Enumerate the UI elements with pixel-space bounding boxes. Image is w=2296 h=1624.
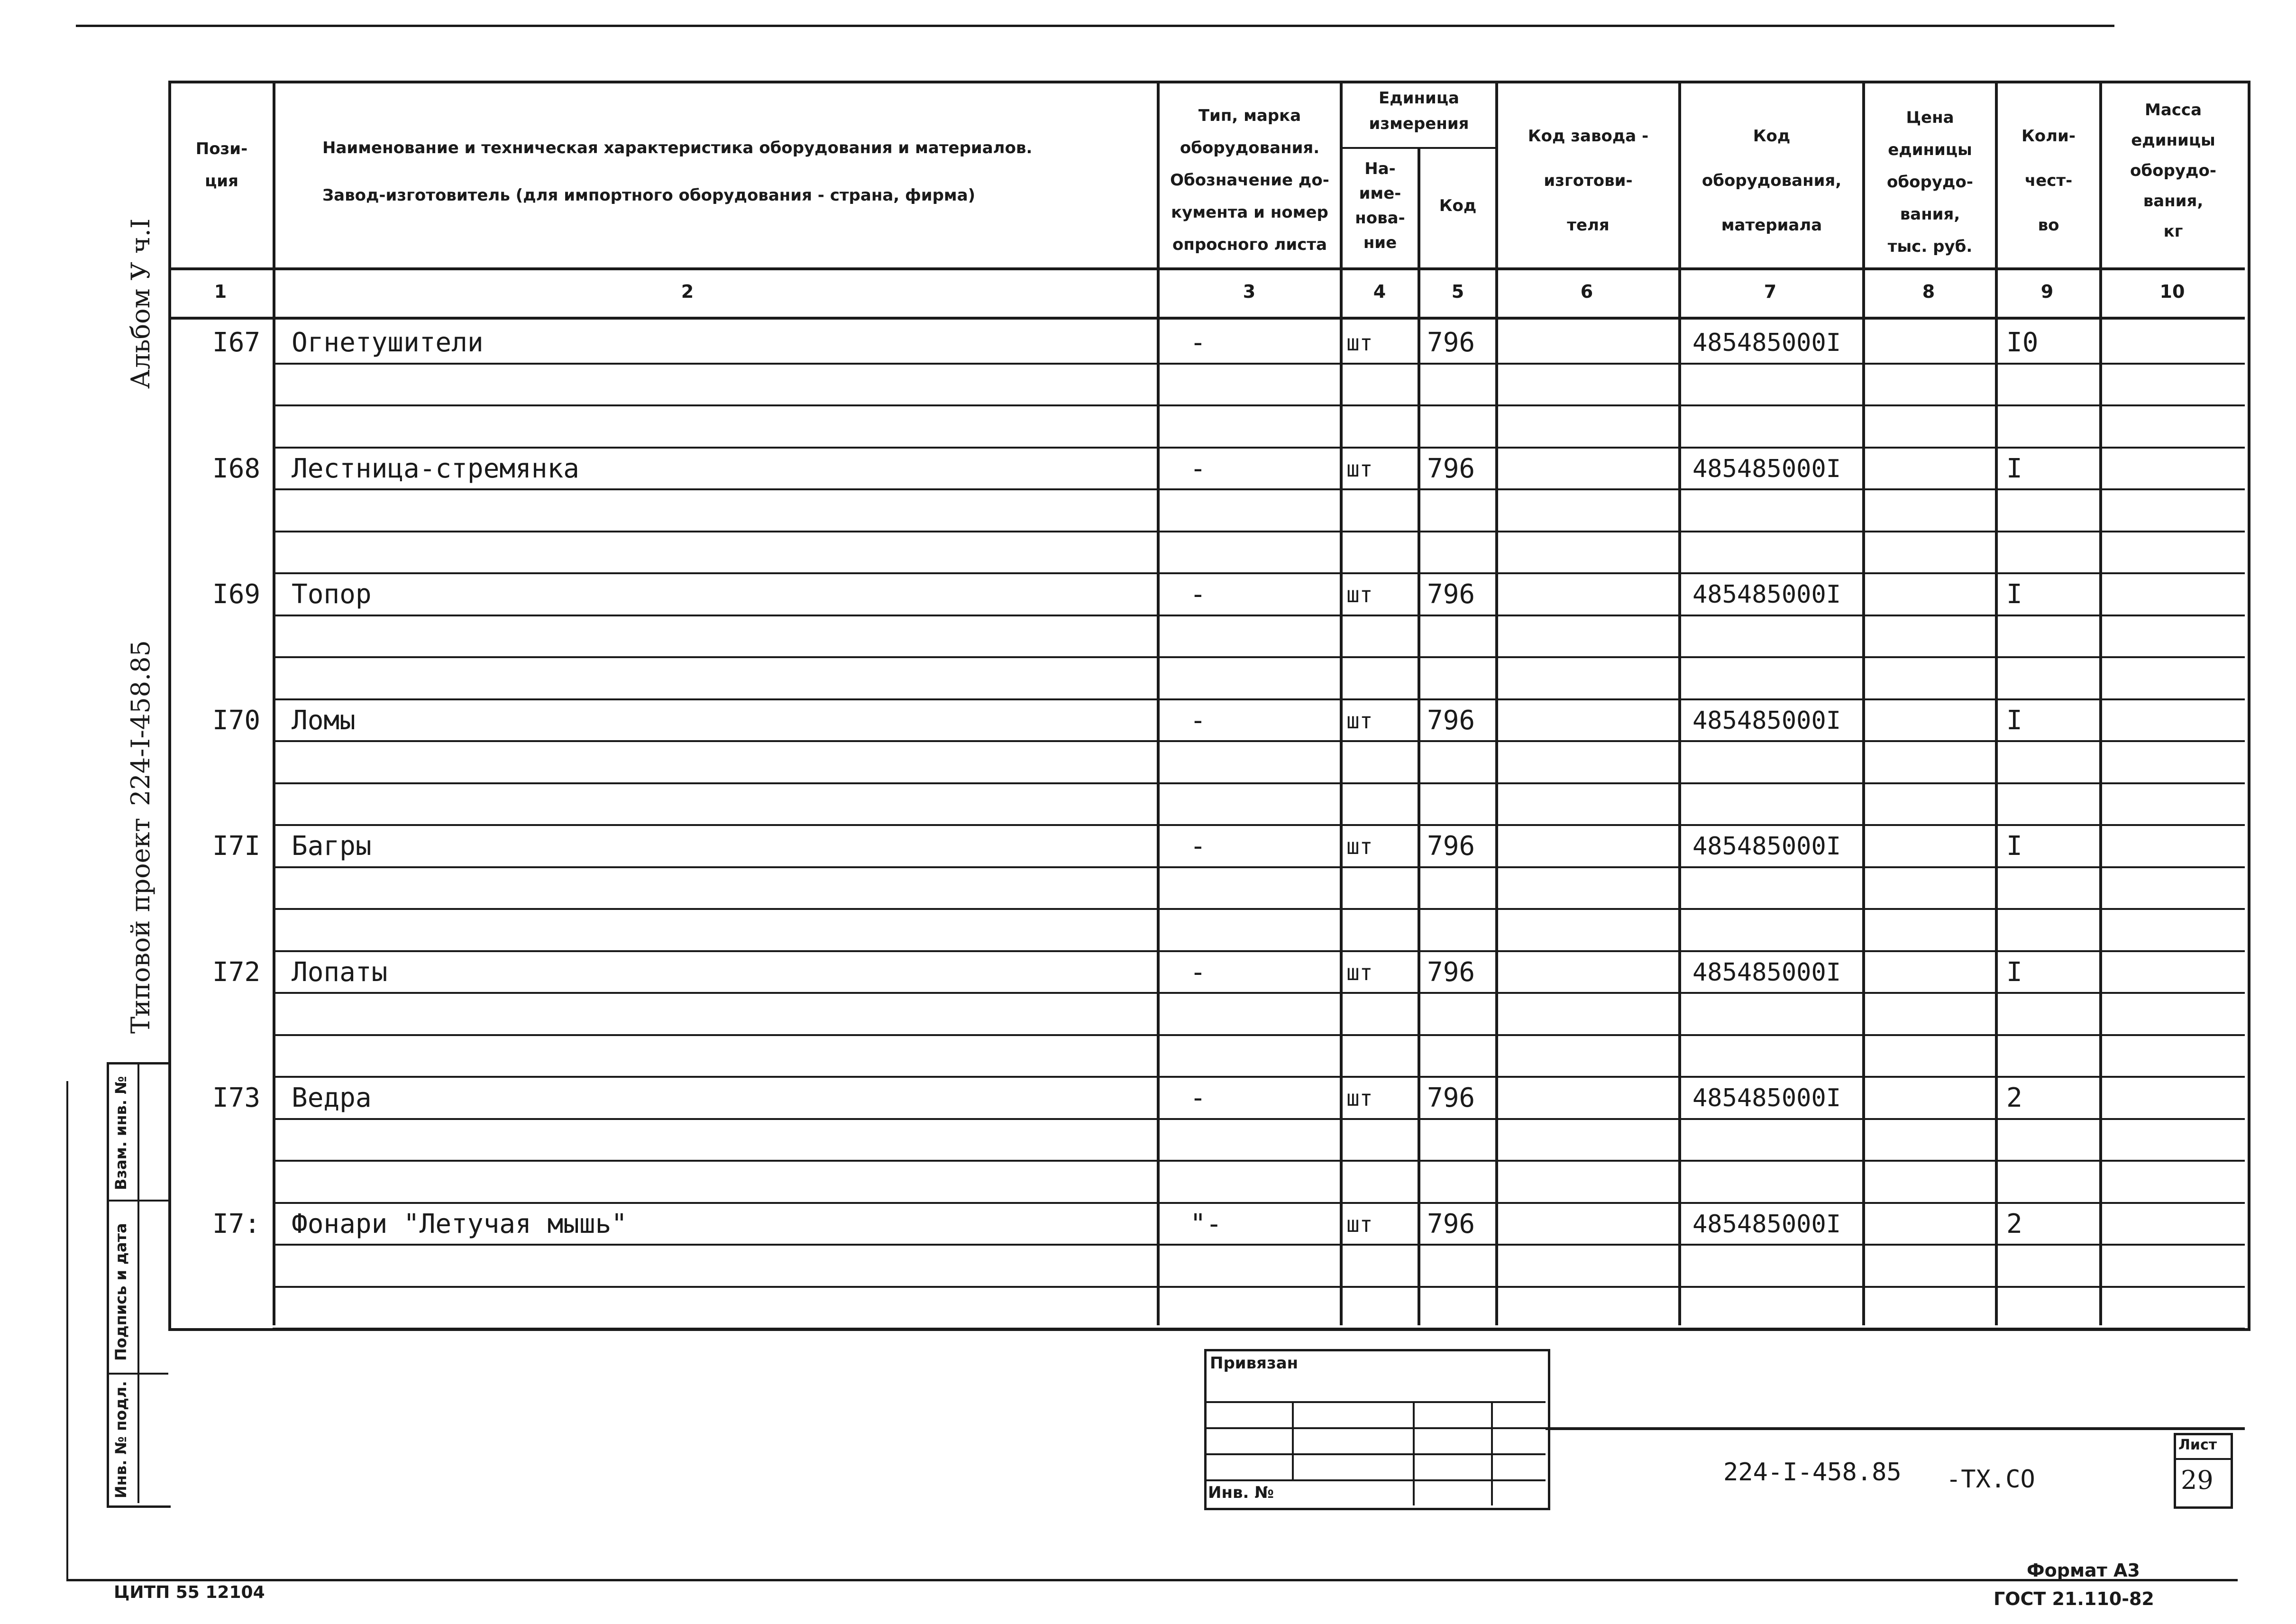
left-margin-line bbox=[66, 1081, 68, 1579]
row-grid-line bbox=[273, 572, 2245, 574]
row-name: Огнетушители bbox=[292, 327, 484, 358]
row-unit-code: 796 bbox=[1427, 453, 1475, 484]
row-qty: I bbox=[2006, 705, 2022, 736]
row-qty: I bbox=[2006, 579, 2022, 610]
row-pos: I72 bbox=[212, 957, 261, 988]
doc-code: 224-I-458.85 bbox=[1723, 1458, 1902, 1486]
row-grid-line bbox=[273, 1118, 2245, 1120]
sheet-number: 29 bbox=[2181, 1465, 2214, 1495]
footer-format: Формат А3 bbox=[2027, 1560, 2140, 1581]
row-name: Лестница-стремянка bbox=[292, 453, 579, 484]
row-unit-code: 796 bbox=[1427, 1083, 1475, 1113]
side-project-type: Типовой проект bbox=[126, 817, 156, 1034]
header-unit-code: Код bbox=[1439, 196, 1477, 215]
unit-subheader-divider bbox=[1340, 147, 1498, 149]
bound-vline-3 bbox=[1491, 1401, 1493, 1505]
row-name: Топор bbox=[292, 579, 372, 610]
row-type: - bbox=[1190, 1083, 1206, 1113]
row-unit-code: 796 bbox=[1427, 327, 1475, 358]
row-qty: 2 bbox=[2006, 1083, 2022, 1113]
col-line-9 bbox=[2099, 81, 2102, 1325]
side-stamp-inv-original: Инв. № подл. bbox=[112, 1381, 130, 1498]
row-grid-line bbox=[273, 615, 2245, 616]
row-pos: I67 bbox=[212, 327, 261, 358]
header-type: Тип, марка оборудования. Обозначение до- кумента и номер опросного листа bbox=[1170, 106, 1329, 254]
side-album-label: Альбом У ч.I bbox=[126, 218, 156, 389]
colnum-3: 3 bbox=[1243, 281, 1256, 302]
row-unit: шт bbox=[1346, 960, 1373, 985]
colnum-4: 4 bbox=[1373, 281, 1386, 302]
row-pos: I68 bbox=[212, 453, 261, 484]
row-pos: I73 bbox=[212, 1083, 261, 1113]
row-equip-code: 485485000I bbox=[1692, 329, 1841, 357]
row-type: - bbox=[1190, 327, 1206, 358]
row-equip-code: 485485000I bbox=[1692, 580, 1841, 609]
row-grid-line bbox=[273, 950, 2245, 952]
side-stamp-line-2 bbox=[107, 1373, 168, 1375]
header-price: Цена единицы оборудо- вания, тыс. руб. bbox=[1887, 108, 1973, 256]
row-grid-line bbox=[273, 488, 2245, 490]
header-plant-code: Код завода - изготови- теля bbox=[1528, 127, 1649, 235]
col-line-8 bbox=[1995, 81, 1998, 1325]
row-type: - bbox=[1190, 957, 1206, 988]
row-type: - bbox=[1190, 705, 1206, 736]
row-unit-code: 796 bbox=[1427, 579, 1475, 610]
colnum-divider bbox=[168, 317, 2245, 320]
colnum-2: 2 bbox=[681, 281, 694, 302]
stamp-title-line bbox=[1546, 1427, 2245, 1430]
row-equip-code: 485485000I bbox=[1692, 455, 1841, 483]
colnum-7: 7 bbox=[1764, 281, 1777, 302]
row-grid-line bbox=[273, 1160, 2245, 1162]
row-grid-line bbox=[273, 824, 2245, 826]
row-grid-line bbox=[273, 1076, 2245, 1078]
side-project-code: 224-I-458.85 bbox=[126, 640, 156, 806]
row-type: - bbox=[1190, 453, 1206, 484]
row-unit: шт bbox=[1346, 1211, 1373, 1237]
colnum-10: 10 bbox=[2159, 281, 2185, 302]
row-equip-code: 485485000I bbox=[1692, 1084, 1841, 1112]
row-qty: I bbox=[2006, 957, 2022, 988]
col-line-6 bbox=[1678, 81, 1681, 1325]
colnum-8: 8 bbox=[1922, 281, 1935, 302]
header-unit-name: На- име- нова- ние bbox=[1355, 159, 1405, 252]
row-grid-line bbox=[273, 866, 2245, 868]
row-pos: I69 bbox=[212, 579, 261, 610]
bound-line-2 bbox=[1204, 1427, 1546, 1429]
bound-line-4 bbox=[1204, 1479, 1546, 1481]
row-name: Лопаты bbox=[292, 957, 388, 988]
row-grid-line bbox=[273, 908, 2245, 910]
row-unit-code: 796 bbox=[1427, 831, 1475, 862]
col-line-5 bbox=[1495, 81, 1498, 1325]
row-unit: шт bbox=[1346, 1085, 1373, 1111]
doc-suffix: -ТХ.СО bbox=[1946, 1465, 2035, 1494]
row-unit: шт bbox=[1346, 834, 1373, 859]
row-grid-line bbox=[273, 363, 2245, 365]
sheet-divider bbox=[2174, 1458, 2231, 1460]
row-qty: 2 bbox=[2006, 1209, 2022, 1239]
col-line-4 bbox=[1418, 147, 1420, 1325]
bound-line-1 bbox=[1204, 1401, 1546, 1403]
row-unit-code: 796 bbox=[1427, 705, 1475, 736]
header-mass: Масса единицы оборудо- вания, кг bbox=[2130, 101, 2216, 241]
row-unit: шт bbox=[1346, 708, 1373, 734]
row-type: "- bbox=[1190, 1209, 1222, 1239]
colnum-5: 5 bbox=[1451, 281, 1464, 302]
row-qty: I bbox=[2006, 831, 2022, 862]
row-grid-line bbox=[273, 1328, 2245, 1330]
row-unit: шт bbox=[1346, 456, 1373, 482]
row-equip-code: 485485000I bbox=[1692, 1210, 1841, 1239]
row-unit-code: 796 bbox=[1427, 957, 1475, 988]
header-equip-code: Код оборудования, материала bbox=[1701, 127, 1842, 235]
row-grid-line bbox=[273, 531, 2245, 532]
row-unit: шт bbox=[1346, 330, 1373, 356]
row-grid-line bbox=[273, 447, 2245, 449]
header-divider bbox=[168, 267, 2245, 270]
row-type: - bbox=[1190, 831, 1206, 862]
bound-vline-2 bbox=[1413, 1401, 1415, 1505]
col-line-2 bbox=[1157, 81, 1160, 1325]
bound-label: Привязан bbox=[1210, 1354, 1299, 1373]
row-equip-code: 485485000I bbox=[1692, 958, 1841, 987]
footer-gost: ГОСТ 21.110-82 bbox=[1994, 1588, 2154, 1609]
col-line-3 bbox=[1340, 81, 1343, 1325]
colnum-9: 9 bbox=[2040, 281, 2054, 302]
header-qty: Коли- чест- во bbox=[2022, 127, 2076, 235]
side-stamp-divider bbox=[137, 1062, 139, 1503]
row-qty: I0 bbox=[2006, 327, 2039, 358]
row-grid-line bbox=[273, 698, 2245, 700]
row-unit: шт bbox=[1346, 582, 1373, 607]
colnum-1: 1 bbox=[214, 281, 227, 302]
row-grid-line bbox=[273, 1034, 2245, 1036]
row-grid-line bbox=[273, 1244, 2245, 1246]
row-name: Багры bbox=[292, 831, 372, 862]
col-line-7 bbox=[1862, 81, 1865, 1325]
row-grid-line bbox=[273, 1202, 2245, 1204]
inv-label: Инв. № bbox=[1208, 1483, 1274, 1502]
side-stamp-replace-inv: Взам. инв. № bbox=[112, 1076, 130, 1190]
row-name: Фонари "Летучая мышь" bbox=[292, 1209, 628, 1239]
row-type: - bbox=[1190, 579, 1206, 610]
header-pos: Пози- ция bbox=[195, 139, 248, 191]
row-grid-line bbox=[273, 656, 2245, 658]
sheet-label: Лист bbox=[2178, 1437, 2217, 1453]
bound-vline-1 bbox=[1292, 1401, 1294, 1479]
row-pos: I7: bbox=[212, 1209, 261, 1239]
side-stamp-line-1 bbox=[107, 1200, 168, 1202]
row-name: Ведра bbox=[292, 1083, 372, 1113]
bound-line-3 bbox=[1204, 1453, 1546, 1455]
row-grid-line bbox=[273, 404, 2245, 406]
col-line-1 bbox=[273, 81, 275, 1325]
row-grid-line bbox=[273, 782, 2245, 784]
top-border-line bbox=[76, 25, 2114, 27]
header-unit: Единица измерения bbox=[1369, 89, 1469, 133]
footer-line bbox=[66, 1579, 2238, 1581]
row-equip-code: 485485000I bbox=[1692, 706, 1841, 735]
colnum-6: 6 bbox=[1580, 281, 1593, 302]
footer-left-code: ЦИТП 55 12104 bbox=[114, 1583, 265, 1602]
row-grid-line bbox=[273, 992, 2245, 994]
row-qty: I bbox=[2006, 453, 2022, 484]
row-grid-line bbox=[273, 1286, 2245, 1288]
row-grid-line bbox=[273, 740, 2245, 742]
side-stamp-signature-date: Подпись и дата bbox=[112, 1223, 130, 1361]
row-name: Ломы bbox=[292, 705, 356, 736]
header-name: Наименование и техническая характеристика оборудования и материалов. Завод-изготовитель (для импортного оборудования - страна, фирма) bbox=[322, 138, 1033, 205]
row-unit-code: 796 bbox=[1427, 1209, 1475, 1239]
row-pos: I7I bbox=[212, 831, 261, 862]
row-equip-code: 485485000I bbox=[1692, 832, 1841, 861]
row-pos: I70 bbox=[212, 705, 261, 736]
